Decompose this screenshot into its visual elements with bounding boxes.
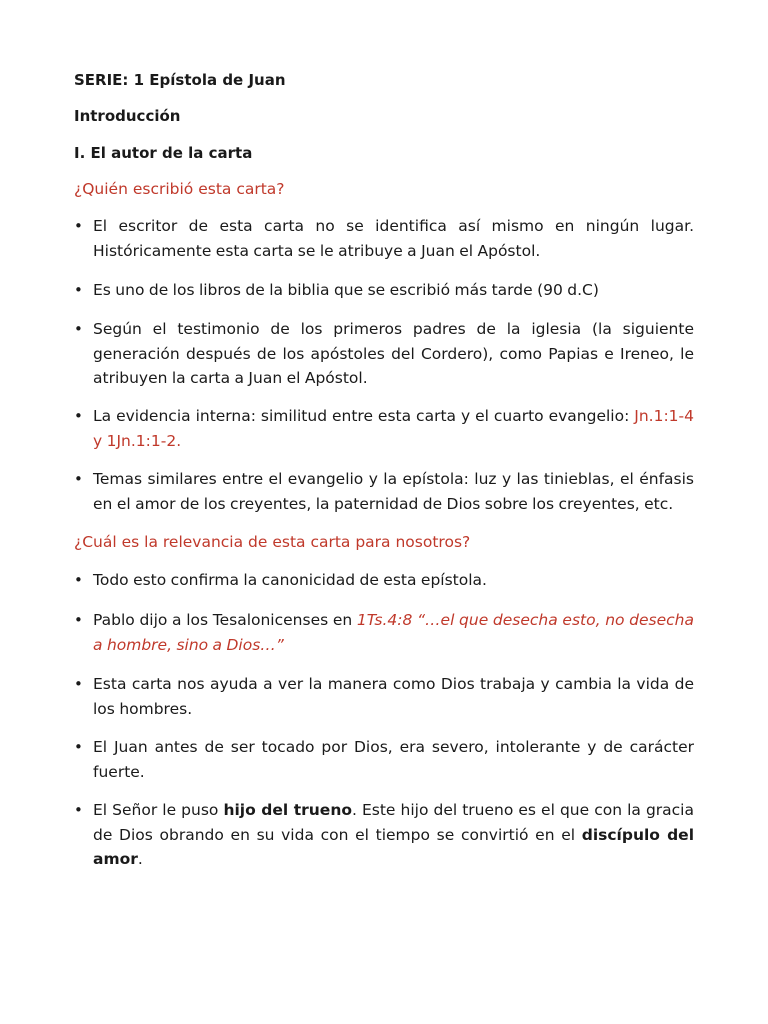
list-item	[74, 278, 694, 303]
list-item	[74, 608, 694, 657]
list-item-text: Es uno de los libros de la biblia que se escribió más tarde (90 d.C)	[93, 281, 599, 299]
question-relevance: ¿Cuál es la relevancia de esta carta para nosotros?	[74, 533, 471, 551]
list-item-text: El escritor de esta carta no se identifica así mismo en ningún lugar. Históricamente esta carta se le atribuye a Juan el Apóstol.	[93, 217, 694, 260]
list-item-text: La evidencia interna: similitud entre esta carta y el cuarto evangelio: Jn.1:1-4 y 1Jn.1:1-2.	[93, 407, 694, 450]
list-item-text: Esta carta nos ayuda a ver la manera como Dios trabaja y cambia la vida de los hombres.	[93, 675, 694, 718]
list-item	[74, 735, 694, 784]
emphasis-term: discípulo del	[581, 825, 695, 844]
list-item	[74, 467, 694, 516]
bullet-icon: •	[74, 320, 83, 338]
scripture-reference: 1Ts.4:8	[356, 611, 413, 629]
list-item-text: Según el testimonio de los primeros padres de la iglesia (la siguiente generación después de los apóstoles del Cordero), como Papias e Ireneo, le atribuyen la carta a Juan el Apóstol.	[93, 320, 694, 387]
list-item-text: El Señor le puso hijo del trueno. Este hijo del trueno es el que con la gracia de Dios obrando en su vida con el tiempo se convirtió en el discípulo del amor.	[93, 801, 695, 868]
list-item-text: Todo esto confirma la canonicidad de esta epístola.	[93, 571, 487, 589]
bullet-icon: •	[74, 470, 83, 488]
section-heading: I. El autor de la carta	[74, 144, 253, 162]
bullet-icon: •	[74, 801, 83, 819]
intro-heading: Introducción	[74, 107, 181, 125]
scripture-reference: 1Jn.1:1-2.	[106, 431, 182, 450]
bullet-icon: •	[74, 217, 83, 235]
scripture-quote: hombre, sino a Dios…”	[106, 635, 284, 654]
list-item	[74, 404, 694, 453]
list-item-text: Temas similares entre el evangelio y la epístola: luz y las tinieblas, el énfasis en el amor de los creyentes, la paternidad de Dios sobre los creyentes, etc.	[93, 470, 694, 513]
bullet-icon: •	[74, 611, 83, 629]
bullet-icon: •	[74, 675, 83, 693]
question-who-wrote: ¿Quién escribió esta carta?	[74, 180, 285, 198]
list-item	[74, 214, 694, 263]
list-item-text: El Juan antes de ser tocado por Dios, era severo, intolerante y de carácter fuerte.	[93, 738, 694, 781]
bullet-icon: •	[74, 571, 83, 589]
scripture-reference: Jn.1:1-4 y	[93, 407, 694, 450]
list-item-text: Pablo dijo a los Tesalonicenses en 1Ts.4:8 “…el que desecha esto, no desecha a hombre, sino a Dios…”	[93, 611, 694, 654]
list-item	[74, 568, 694, 593]
scripture-quote: “…el que desecha esto, no desecha a	[93, 611, 694, 654]
list-item	[74, 672, 694, 721]
bullet-icon: •	[74, 281, 83, 299]
emphasis-term: hijo del trueno	[223, 801, 352, 819]
bullet-icon: •	[74, 407, 83, 425]
list-item	[74, 798, 694, 872]
bullet-icon: •	[74, 738, 83, 756]
series-title: SERIE: 1 Epístola de Juan	[74, 71, 286, 89]
emphasis-term: amor	[93, 850, 138, 868]
list-item	[74, 317, 694, 391]
